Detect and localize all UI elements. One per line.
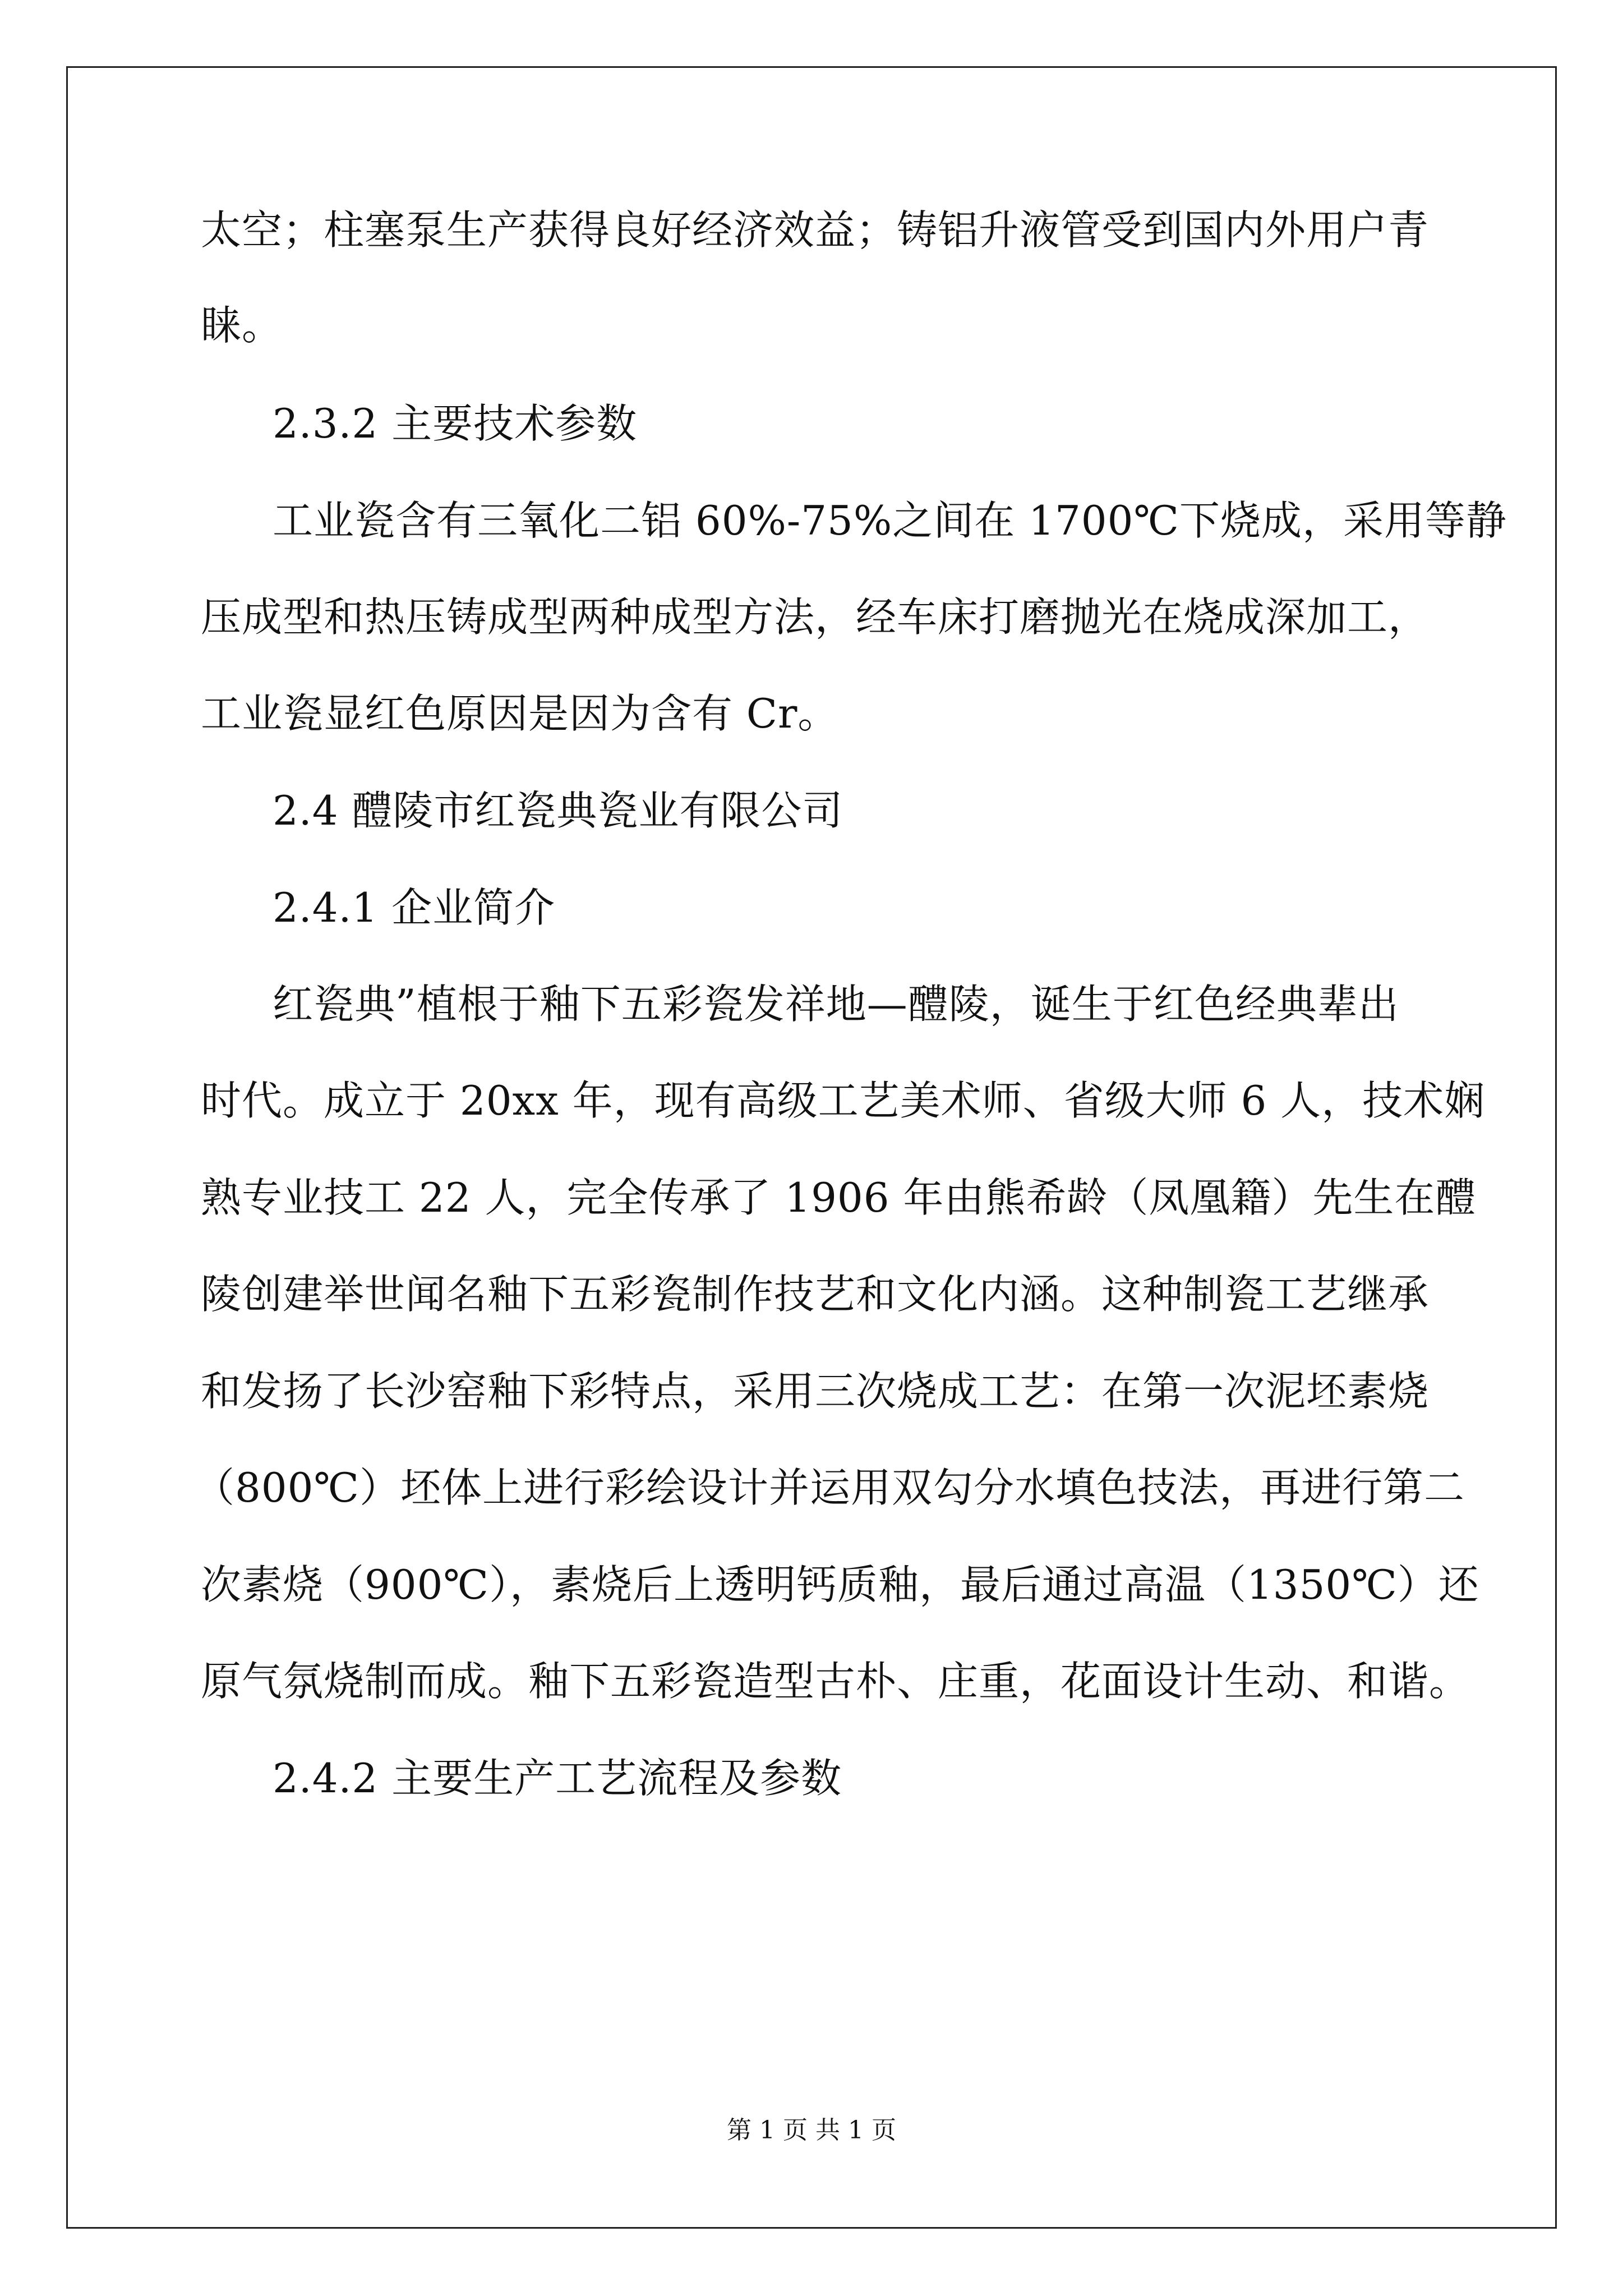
section-heading: 2.3.2 主要技术参数 — [273, 400, 638, 447]
text-line: （800℃）坯体上进行彩绘设计并运用双勾分水填色技法，再进行第二 — [194, 1464, 1465, 1511]
text-line: 工业瓷显红色原因是因为含有 Cr。 — [201, 690, 839, 737]
section-heading: 2.4 醴陵市红瓷典瓷业有限公司 — [273, 787, 843, 834]
text-line: 原气氛烧制而成。釉下五彩瓷造型古朴、庄重，花面设计生动、和谐。 — [201, 1658, 1470, 1705]
section-heading: 2.4.1 企业简介 — [273, 884, 556, 931]
text-line: 工业瓷含有三氧化二铝 60%-75%之间在 1700℃下烧成，采用等静 — [273, 497, 1507, 544]
text-line: 太空；柱塞泵生产获得良好经济效益；铸铝升液管受到国内外用户青 — [201, 206, 1430, 254]
text-line: 红瓷典”植根于釉下五彩瓷发祥地—醴陵，诞生于红色经典辈出 — [273, 981, 1399, 1028]
text-line: 熟专业技工 22 人，完全传承了 1906 年由熊希龄（凤凰籍）先生在醴 — [201, 1174, 1477, 1221]
text-line: 和发扬了长沙窑釉下彩特点，采用三次烧成工艺：在第一次泥坯素烧 — [201, 1368, 1430, 1415]
text-line: 陵创建举世闻名釉下五彩瓷制作技艺和文化内涵。这种制瓷工艺继承 — [201, 1271, 1430, 1318]
text-line: 次素烧（900℃），素烧后上透明钙质釉，最后通过高温（1350℃）还 — [201, 1561, 1479, 1608]
page-footer: 第 1 页 共 1 页 — [727, 2116, 896, 2145]
text-line: 睐。 — [201, 302, 283, 349]
text-line: 压成型和热压铸成型两种成型方法，经车床打磨抛光在烧成深加工， — [201, 593, 1430, 641]
section-heading: 2.4.2 主要生产工艺流程及参数 — [273, 1755, 842, 1802]
page-border — [66, 66, 1557, 2229]
text-line: 时代。成立于 20xx 年，现有高级工艺美术师、省级大师 6 人，技术娴 — [201, 1077, 1486, 1124]
